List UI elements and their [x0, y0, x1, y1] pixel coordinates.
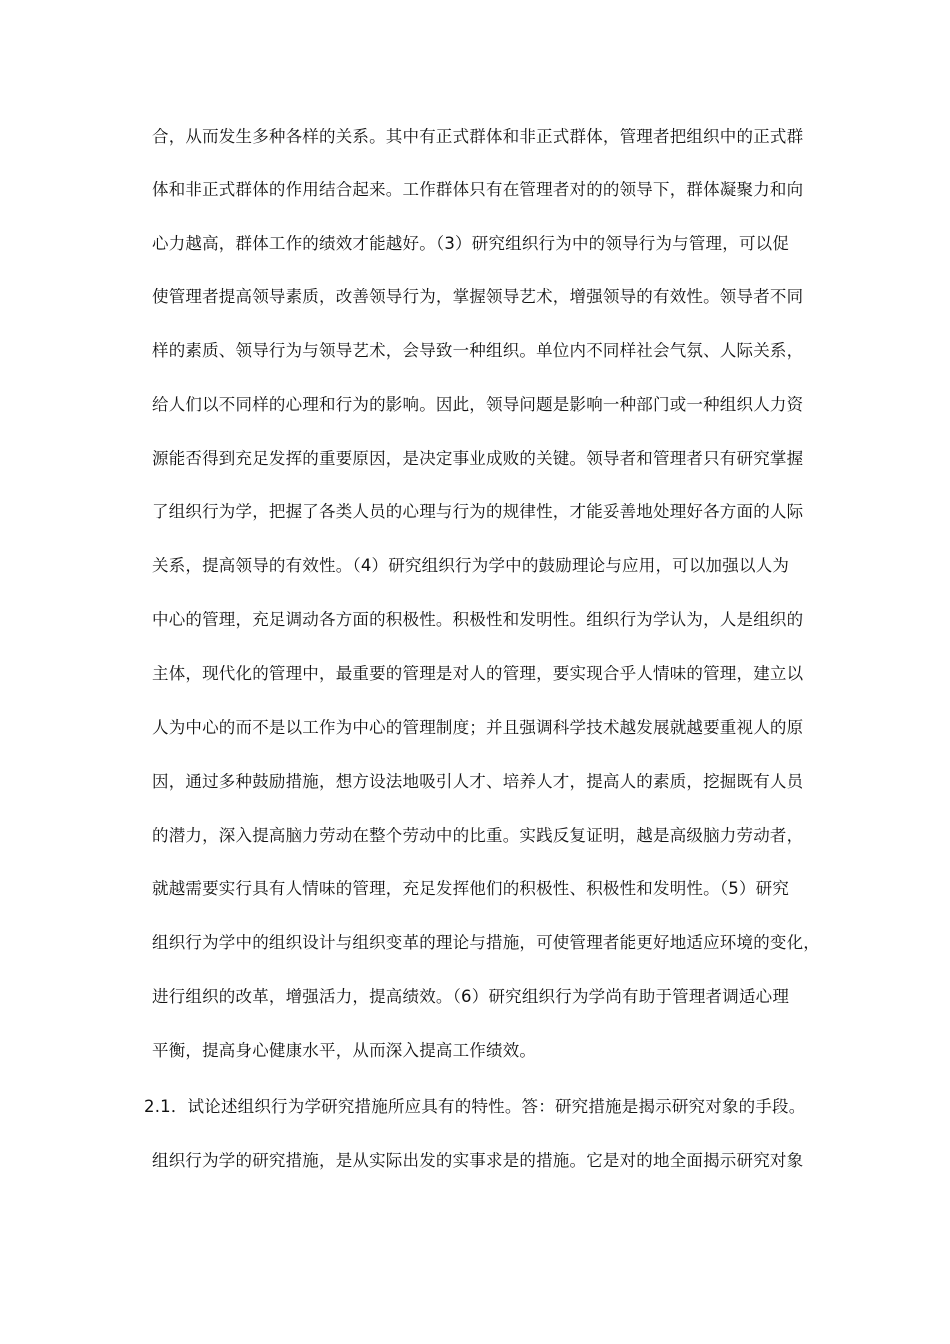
paragraph-line: 样的素质、领导行为与领导艺术，会导致一种组织。单位内不同样社会气氛、人际关系，: [152, 341, 804, 360]
paragraph-line: 组织行为学中的组织设计与组织变革的理论与措施，可使管理者能更好地适应环境的变化，: [152, 933, 820, 952]
paragraph-line: 中心的管理，充足调动各方面的积极性。积极性和发明性。组织行为学认为，人是组织的: [152, 610, 804, 629]
paragraph-line: 因，通过多种鼓励措施，想方设法地吸引人才、培养人才，提高人的素质，挖掘既有人员: [152, 772, 804, 791]
paragraph-line: 体和非正式群体的作用结合起来。工作群体只有在管理者对的的领导下，群体凝聚力和向: [152, 180, 804, 199]
paragraph-line: 了组织行为学，把握了各类人员的心理与行为的规律性，才能妥善地处理好各方面的人际: [152, 502, 804, 521]
paragraph-line: 关系，提高领导的有效性。（4）研究组织行为学中的鼓励理论与应用，可以加强以人为: [152, 556, 790, 575]
list-item-heading: 2.1．试论述组织行为学研究措施所应具有的特性。答：研究措施是揭示研究对象的手段。: [144, 1097, 806, 1116]
paragraph-line: 就越需要实行具有人情味的管理，充足发挥他们的积极性、积极性和发明性。（5）研究: [152, 879, 790, 898]
paragraph-line: 人为中心的而不是以工作为中心的管理制度；并且强调科学技术越发展就越要重视人的原: [152, 718, 804, 737]
paragraph-line: 合，从而发生多种各样的关系。其中有正式群体和非正式群体，管理者把组织中的正式群: [152, 127, 804, 146]
paragraph-line: 进行组织的改革，增强活力，提高绩效。（6）研究组织行为学尚有助于管理者调适心理: [152, 987, 790, 1006]
paragraph-line: 源能否得到充足发挥的重要原因，是决定事业成败的关键。领导者和管理者只有研究掌握: [152, 449, 804, 468]
paragraph-line: 主体，现代化的管理中，最重要的管理是对人的管理，要实现合乎人情味的管理，建立以: [152, 664, 804, 683]
paragraph-line: 平衡，提高身心健康水平，从而深入提高工作绩效。: [152, 1041, 537, 1060]
paragraph-line: 使管理者提高领导素质，改善领导行为，掌握领导艺术，增强领导的有效性。领导者不同: [152, 287, 804, 306]
list-item-continuation: 组织行为学的研究措施，是从实际出发的实事求是的措施。它是对的地全面揭示研究对象: [152, 1151, 804, 1170]
paragraph-line: 的潜力，深入提高脑力劳动在整个劳动中的比重。实践反复证明，越是高级脑力劳动者，: [152, 826, 804, 845]
paragraph-line: 给人们以不同样的心理和行为的影响。因此，领导问题是影响一种部门或一种组织人力资: [152, 395, 804, 414]
paragraph-line: 心力越高，群体工作的绩效才能越好。（3）研究组织行为中的领导行为与管理，可以促: [152, 234, 790, 253]
